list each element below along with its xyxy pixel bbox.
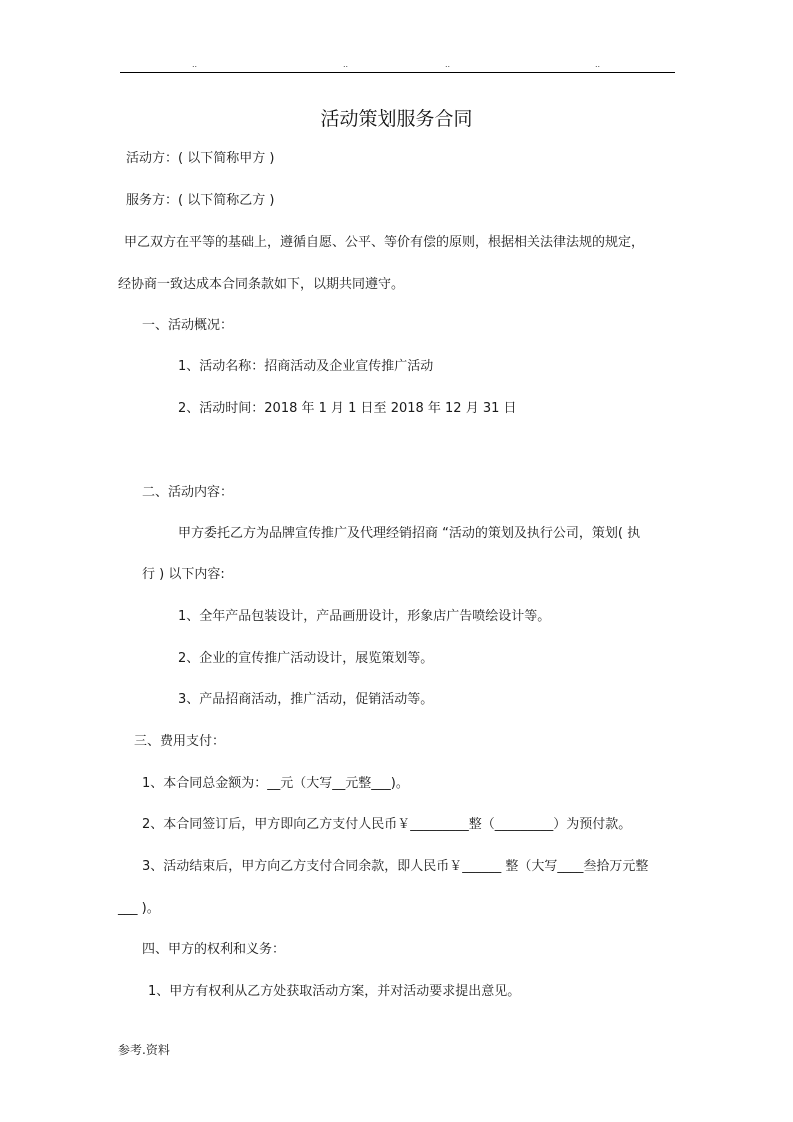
header-rule [120,72,675,73]
section-item: 1、甲方有权利从乙方处获取活动方案，并对活动要求提出意见。 [148,984,521,999]
header-mark: .. [343,60,349,69]
intro-paragraph-line: 甲乙双方在平等的基础上，遵循自愿、公平、等价有偿的原则，根据相关法律法规的规定， [124,235,645,250]
party-b-line: 服务方：( 以下简称乙方 ) [126,193,275,208]
section-item: ___ )。 [118,901,160,916]
section-heading: 三、费用支付： [134,734,226,749]
section-heading: 四、甲方的权利和义务： [142,942,286,957]
section-item: 3、活动结束后，甲方向乙方支付合同余款，即人民币￥______ 整（大写____叁拾万元整 [142,859,649,874]
section-item: 3、产品招商活动，推广活动，促销活动等。 [178,692,434,707]
section-paragraph-line: 甲方委托乙方为品牌宣传推广及代理经销招商 “活动的策划及执行公司，策划( 执 [178,526,641,541]
header-mark: .. [192,60,198,69]
section-heading: 一、活动概况： [142,318,234,333]
footer-label: 参考.资料 [118,1043,170,1057]
section-item: 1、全年产品包装设计，产品画册设计，形象店广告喷绘设计等。 [178,609,551,624]
header-mark: .. [445,60,451,69]
section-item: 2、本合同签订后，甲方即向乙方支付人民币￥_________整（_________）为预付款。 [142,817,632,832]
section-item: 1、活动名称：招商活动及企业宣传推广活动 [178,359,434,374]
section-item: 2、活动时间：2018 年 1 月 1 日至 2018 年 12 月 31 日 [178,401,517,416]
party-a-line: 活动方：( 以下简称甲方 ) [126,151,275,166]
intro-paragraph-line: 经协商一致达成本合同条款如下，以期共同遵守。 [118,277,405,292]
section-paragraph-line: 行 ) 以下内容: [142,567,225,582]
document-title: 活动策划服务合同 [320,108,473,130]
section-item: 1、本合同总金额为：__元（大写__元整___)。 [142,776,409,791]
section-item: 2、企业的宣传推广活动设计，展览策划等。 [178,651,434,666]
section-heading: 二、活动内容： [142,485,234,500]
header-mark: .. [595,60,601,69]
